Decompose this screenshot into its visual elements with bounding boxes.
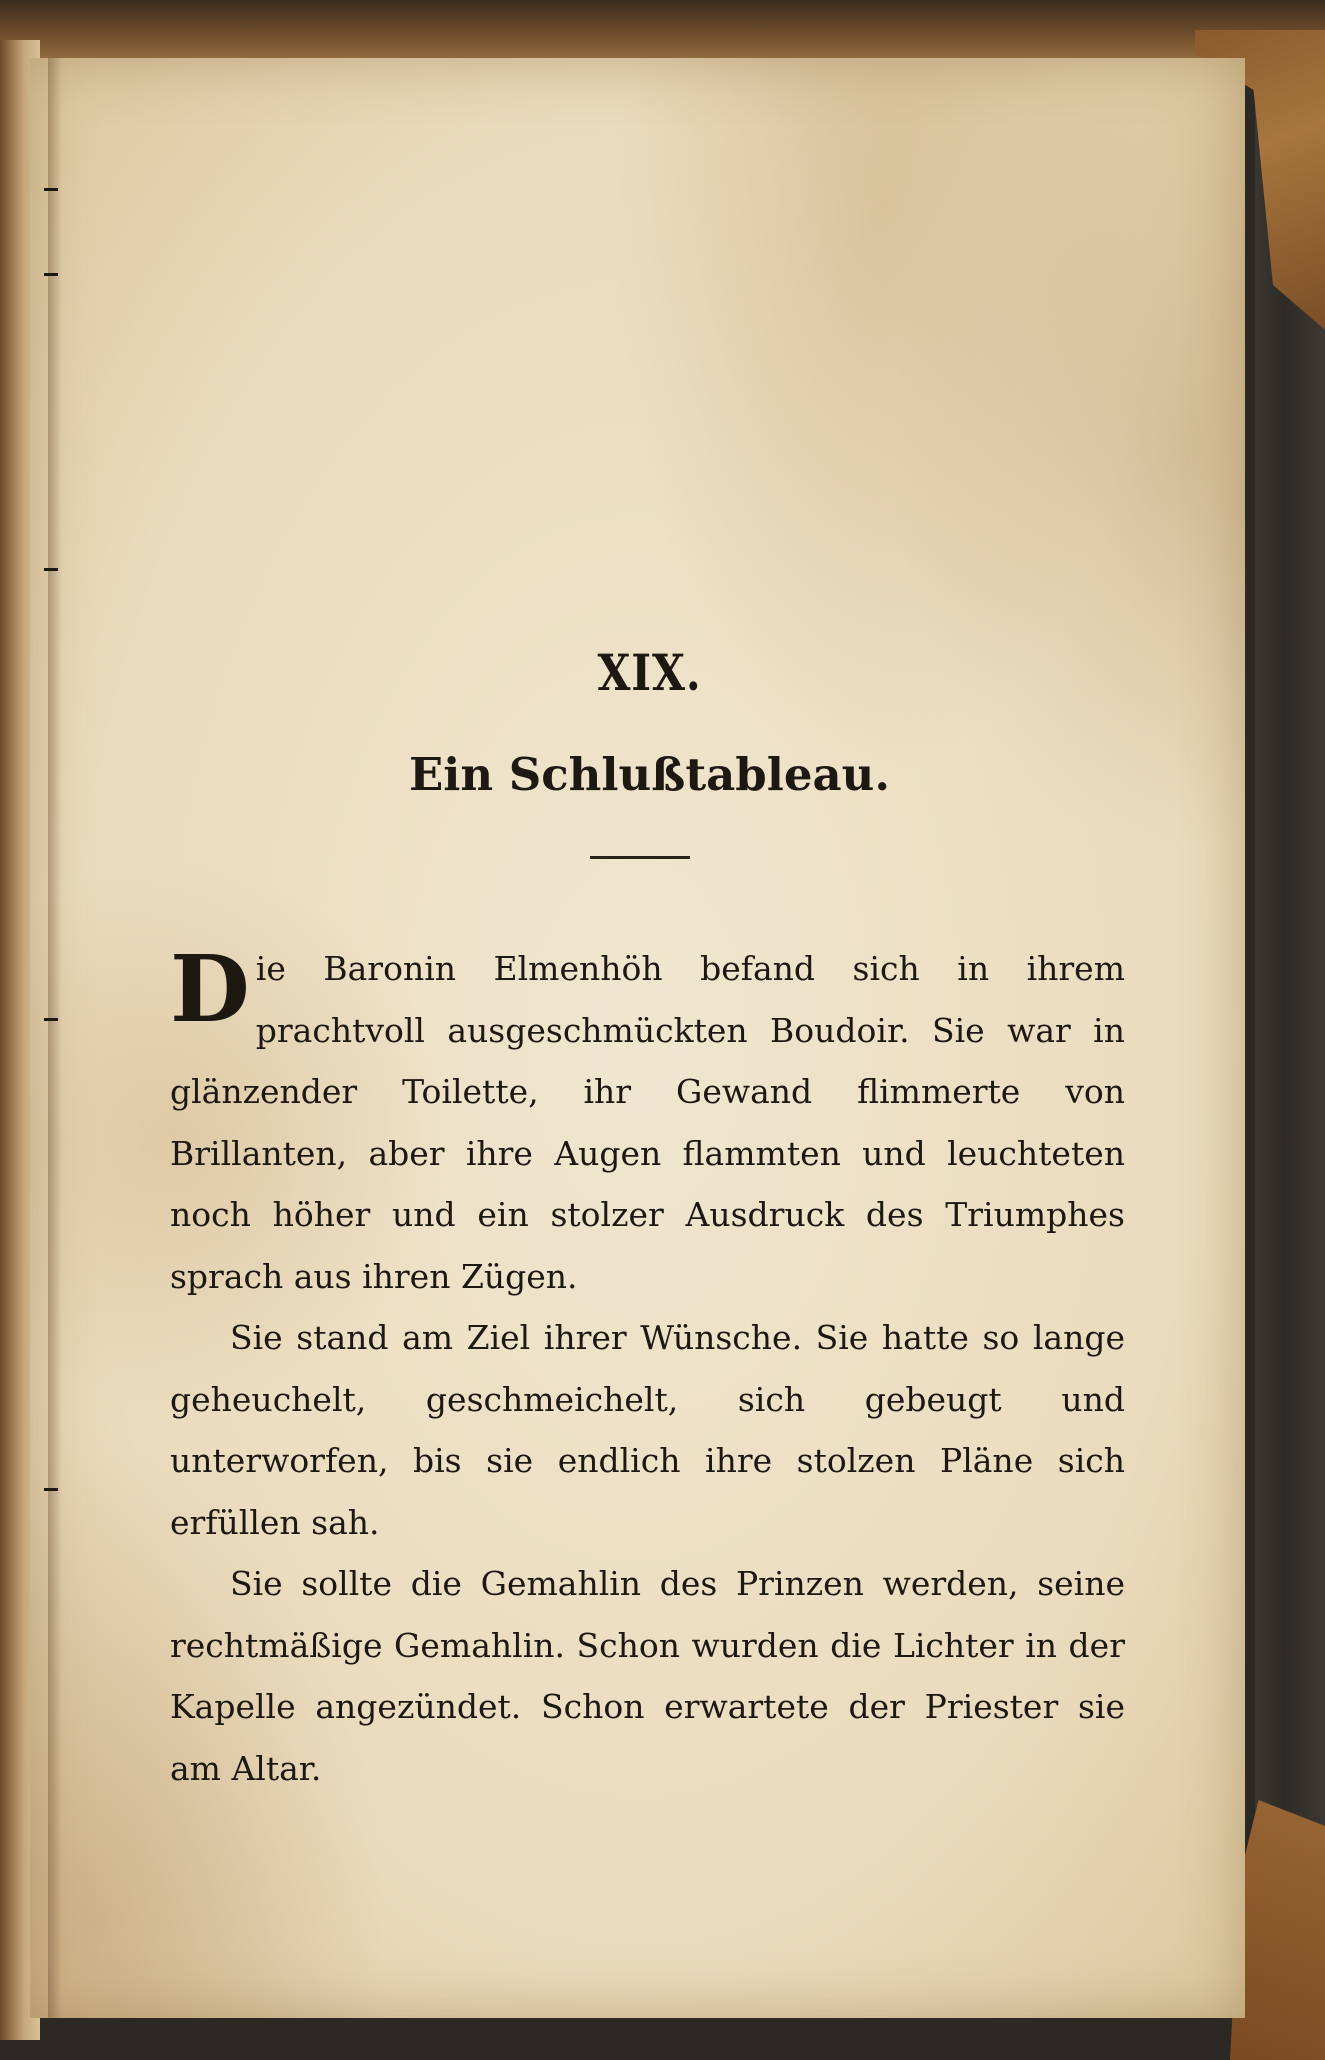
paragraph-3 — [170, 1553, 1125, 1799]
binding-stitch-mark — [44, 1488, 58, 1491]
page-gutter-shadow — [48, 58, 62, 2018]
chapter-title: Ein Schlußtableau. — [408, 748, 891, 801]
binding-stitch-mark — [44, 568, 58, 571]
chapter-number: XIX. — [597, 643, 702, 702]
drop-cap-initial: D — [170, 935, 250, 1043]
binding-stitch-mark — [44, 188, 58, 191]
binding-stitch-mark — [44, 1018, 58, 1021]
paragraph-text: Sie stand am Ziel ihrer Wünsche. Sie hatte so lange geheuchelt, geschmeichelt, sich gebeugt und unterworfen, bis sie endlich ihre stolzen Pläne sich erfüllen sah. — [170, 1318, 1125, 1542]
paragraph-1 — [170, 935, 1125, 1307]
paragraph-2 — [170, 1307, 1125, 1553]
paragraph-text: Sie sollte die Gemahlin des Prinzen werden, seine rechtmäßige Gemahlin. Schon wurden die Lichter in der Kapelle angezündet. Schon erwartete der Priester sie am Altar. — [170, 1564, 1125, 1788]
paragraph-text: ie Baronin Elmenhöh befand sich in ihrem prachtvoll ausgeschmückten Boudoir. Sie war in glänzender Toilette, ihr Gewand flimmerte von Brillanten, aber ihre Augen flammten und leuchteten noch höher und ein stolzer Ausdruck des Triumphes sprach aus ihren Zügen. — [170, 949, 1125, 1296]
book-cover-right-edge — [1255, 40, 1325, 2030]
paper-page — [30, 58, 1245, 2018]
binding-stitch-mark — [44, 273, 58, 276]
title-divider-rule — [590, 856, 690, 859]
chapter-body — [170, 935, 1125, 1799]
